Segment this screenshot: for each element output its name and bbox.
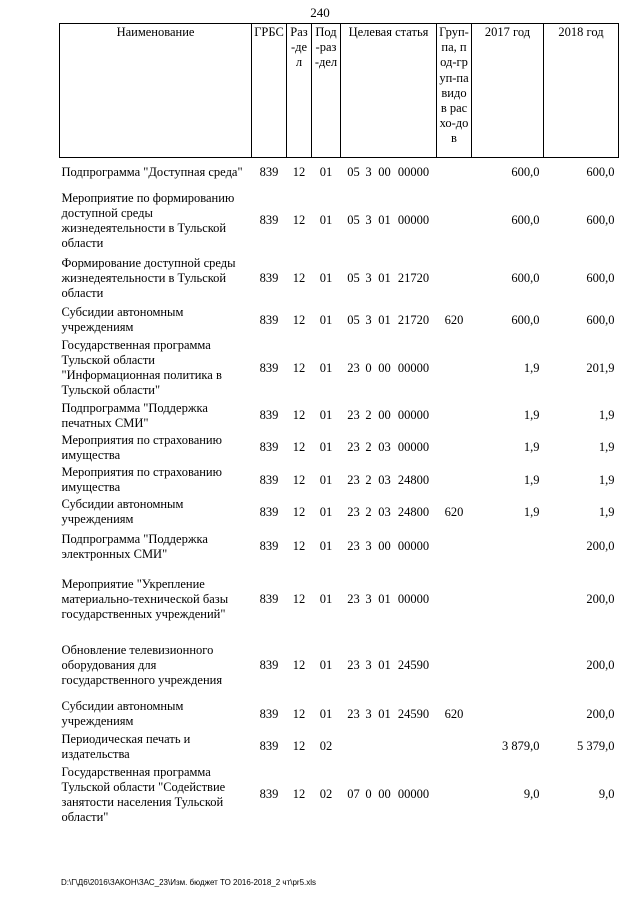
row-name: Субсидии автономным учреждениям <box>61 699 184 728</box>
row-target-part: 2 <box>365 504 372 519</box>
header-2017: 2017 год <box>472 24 544 158</box>
row-name: Подпрограмма "Доступная среда" <box>61 165 243 180</box>
row-grbs: 839 <box>259 472 279 487</box>
row-group: 620 <box>444 312 464 327</box>
row-razdel: 12 <box>292 658 306 672</box>
row-target-part: 0 <box>365 787 372 801</box>
row-2018: 1,9 <box>598 504 615 519</box>
table-row <box>60 432 619 464</box>
row-grbs: 839 <box>259 592 279 606</box>
row-grbs: 839 <box>259 504 279 519</box>
row-2018: 600,0 <box>586 312 615 327</box>
row-grbs: 839 <box>259 739 279 753</box>
row-target <box>341 763 437 827</box>
row-podrazdel: 01 <box>319 504 333 519</box>
header-name: Наименование <box>60 24 252 158</box>
row-target-part: 00000 <box>397 165 430 180</box>
row-2018: 200,0 <box>586 658 615 672</box>
row-target-part: 23 <box>347 360 360 375</box>
row-razdel: 12 <box>292 312 306 327</box>
row-podrazdel: 01 <box>319 539 333 553</box>
row-razdel: 12 <box>292 213 306 227</box>
row-2018: 1,9 <box>598 408 615 422</box>
row-podrazdel: 01 <box>319 360 333 375</box>
row-group <box>437 528 472 566</box>
table-body <box>60 158 619 827</box>
row-podrazdel: 01 <box>319 312 333 327</box>
row-target-part: 24800 <box>397 472 430 487</box>
row-grbs: 839 <box>259 213 279 227</box>
row-2017: 1,9 <box>523 440 540 454</box>
row-2018: 201,9 <box>586 360 615 375</box>
row-podrazdel: 01 <box>319 408 333 422</box>
row-target <box>341 464 437 497</box>
row-target-part: 01 <box>378 592 391 606</box>
row-target-part: 00000 <box>397 360 430 375</box>
row-target <box>341 254 437 304</box>
row-razdel: 12 <box>292 472 306 487</box>
row-2018: 9,0 <box>598 787 615 801</box>
row-razdel: 12 <box>292 360 306 375</box>
row-name: Мероприятия по страхованию имущества <box>61 465 222 494</box>
row-target-part: 00000 <box>397 440 430 454</box>
header-2018: 2018 год <box>544 24 619 158</box>
table-row <box>60 337 619 400</box>
row-target <box>341 566 437 634</box>
row-target-part: 00 <box>378 408 391 422</box>
row-target <box>341 432 437 464</box>
row-target-part: 23 <box>347 472 360 487</box>
row-2017 <box>472 528 544 566</box>
row-target-part: 3 <box>365 271 372 285</box>
row-target-part: 01 <box>378 213 391 227</box>
row-group <box>437 634 472 698</box>
row-target-part: 3 <box>365 592 372 606</box>
row-grbs: 839 <box>259 539 279 553</box>
row-target <box>341 304 437 337</box>
row-group <box>437 763 472 827</box>
row-target-part: 23 <box>347 504 360 519</box>
row-2018: 200,0 <box>586 706 615 721</box>
table-row <box>60 188 619 254</box>
row-razdel: 12 <box>292 706 306 721</box>
row-grbs: 839 <box>259 312 279 327</box>
table-row <box>60 464 619 497</box>
row-name: Субсидии автономным учреждениям <box>61 305 184 334</box>
row-target-part: 01 <box>378 706 391 721</box>
row-group <box>437 464 472 497</box>
row-group <box>437 254 472 304</box>
row-grbs: 839 <box>259 271 279 285</box>
row-grbs: 839 <box>259 440 279 454</box>
row-target <box>341 497 437 528</box>
row-target <box>341 188 437 254</box>
row-name: Подпрограмма "Поддержка печатных СМИ" <box>61 400 208 430</box>
row-razdel: 12 <box>292 440 306 454</box>
row-target-part: 3 <box>365 706 372 721</box>
row-grbs: 839 <box>259 408 279 422</box>
row-target-part: 00 <box>378 360 391 375</box>
row-podrazdel: 01 <box>319 592 333 606</box>
header-target: Целевая статья <box>341 24 437 158</box>
row-target-part: 3 <box>365 658 372 672</box>
row-target <box>341 528 437 566</box>
row-razdel: 12 <box>292 787 306 801</box>
row-2017: 600,0 <box>511 271 540 285</box>
row-target <box>341 731 437 763</box>
row-podrazdel: 01 <box>319 658 333 672</box>
row-target-part: 24800 <box>397 504 430 519</box>
table-row <box>60 158 619 188</box>
row-podrazdel: 02 <box>319 787 333 801</box>
row-razdel: 12 <box>292 539 306 553</box>
row-target-part: 23 <box>347 440 360 454</box>
row-target-part: 3 <box>365 213 372 227</box>
file-path-footer: D:\Г\Д6\2016\ЗАКОН\ЗАС_23\Изм. бюджет ТО 2016-2018_2 чт\pr5.xls <box>61 878 317 887</box>
row-target-part: 01 <box>378 271 391 285</box>
row-target-part: 05 <box>347 271 360 285</box>
row-2017: 600,0 <box>511 312 540 327</box>
row-podrazdel: 01 <box>319 472 333 487</box>
row-name: Формирование доступной среды жизнедеятельности в Тульской области <box>61 256 236 300</box>
row-2017: 600,0 <box>511 165 540 180</box>
row-2017: 600,0 <box>511 213 540 227</box>
header-grbs: ГРБС <box>252 24 287 158</box>
row-podrazdel: 01 <box>319 706 333 721</box>
row-podrazdel: 01 <box>319 213 333 227</box>
row-target-part: 3 <box>365 165 372 180</box>
table-row <box>60 254 619 304</box>
row-razdel: 12 <box>292 165 306 180</box>
row-group <box>437 400 472 432</box>
row-target-part: 00000 <box>397 539 430 553</box>
row-group <box>437 566 472 634</box>
table-row <box>60 304 619 337</box>
table-row <box>60 566 619 634</box>
row-group <box>437 432 472 464</box>
table-row <box>60 528 619 566</box>
table-row <box>60 400 619 432</box>
row-target-part: 07 <box>347 787 360 801</box>
row-target-part: 00 <box>378 165 391 180</box>
row-razdel: 12 <box>292 592 306 606</box>
row-2018: 600,0 <box>586 213 615 227</box>
page-number: 240 <box>310 5 330 20</box>
row-group <box>437 188 472 254</box>
row-target-part: 00 <box>378 539 391 553</box>
row-target <box>341 634 437 698</box>
row-target-part: 24590 <box>397 706 430 721</box>
row-group <box>437 337 472 400</box>
row-2017: 1,9 <box>523 472 540 487</box>
row-target-part: 21720 <box>397 312 430 327</box>
row-target-part: 21720 <box>397 271 430 285</box>
row-target-part: 03 <box>378 504 391 519</box>
row-group <box>437 731 472 763</box>
row-target-part: 23 <box>347 706 360 721</box>
row-target-part: 00000 <box>397 787 430 801</box>
row-name: Мероприятия по страхованию имущества <box>61 432 222 462</box>
row-target-part: 03 <box>378 472 391 487</box>
row-target-part: 00000 <box>397 592 430 606</box>
row-2018: 1,9 <box>598 472 615 487</box>
row-target-part: 3 <box>365 539 372 553</box>
row-grbs: 839 <box>259 706 279 721</box>
row-podrazdel: 01 <box>319 271 333 285</box>
row-2018: 600,0 <box>586 271 615 285</box>
row-group: 620 <box>444 706 464 721</box>
row-target-part: 23 <box>347 592 360 606</box>
row-grbs: 839 <box>259 165 279 180</box>
row-2018: 5 379,0 <box>577 739 615 753</box>
table-row <box>60 497 619 528</box>
row-podrazdel: 02 <box>319 739 333 753</box>
row-target <box>341 698 437 731</box>
row-target-part: 23 <box>347 408 360 422</box>
row-name: Государственная программа Тульской области "Содействие занятости населения Тульской области" <box>61 764 226 824</box>
row-2017: 1,9 <box>523 360 540 375</box>
row-target-part: 2 <box>365 408 372 422</box>
row-target-part: 2 <box>365 472 372 487</box>
row-razdel: 12 <box>292 271 306 285</box>
row-target-part: 03 <box>378 440 391 454</box>
row-target-part: 2 <box>365 440 372 454</box>
row-target-part: 01 <box>378 658 391 672</box>
row-razdel: 12 <box>292 408 306 422</box>
header-group: Груп-па, под-груп-па видов расхо-дов <box>437 24 472 158</box>
row-razdel: 12 <box>292 504 306 519</box>
table-row <box>60 698 619 731</box>
row-name: Субсидии автономным учреждениям <box>61 497 184 526</box>
row-group: 620 <box>444 504 464 519</box>
row-target-part: 24590 <box>397 658 430 672</box>
row-2018: 1,9 <box>598 440 615 454</box>
row-target-part: 23 <box>347 539 360 553</box>
row-group <box>437 158 472 188</box>
row-target-part: 23 <box>347 658 360 672</box>
row-name: Подпрограмма "Поддержка электронных СМИ" <box>61 531 208 561</box>
row-target-part: 01 <box>378 312 391 327</box>
row-name: Периодическая печать и издательства <box>61 731 191 761</box>
row-name: Обновление телевизионного оборудования для государственного учреждения <box>61 643 223 687</box>
row-target-part: 3 <box>365 312 372 327</box>
row-target <box>341 337 437 400</box>
table-row <box>60 731 619 763</box>
row-razdel: 12 <box>292 739 306 753</box>
row-name: Мероприятие по формированию доступной среды жизнедеятельности в Тульской области <box>61 190 235 250</box>
row-2017 <box>472 566 544 634</box>
row-name: Государственная программа Тульской области "Информационная политика в Тульской области" <box>61 338 222 397</box>
budget-table <box>59 23 619 827</box>
row-target-part: 00000 <box>397 213 430 227</box>
row-target-part: 05 <box>347 165 360 180</box>
row-target <box>341 400 437 432</box>
row-2017: 1,9 <box>523 408 540 422</box>
row-2018: 200,0 <box>586 592 615 606</box>
row-target-part: 05 <box>347 213 360 227</box>
row-target <box>341 158 437 188</box>
row-2017 <box>472 698 544 731</box>
table-row <box>60 634 619 698</box>
row-target-part: 00 <box>378 787 391 801</box>
row-grbs: 839 <box>259 787 279 801</box>
row-2017: 1,9 <box>523 504 540 519</box>
header-razdel: Раз-дел <box>287 24 312 158</box>
row-target-part: 0 <box>365 360 372 375</box>
row-2018: 200,0 <box>586 539 615 553</box>
row-podrazdel: 01 <box>319 440 333 454</box>
row-2017: 9,0 <box>523 787 540 801</box>
header-podrazdel: Под-раз-дел <box>312 24 341 158</box>
row-grbs: 839 <box>259 658 279 672</box>
row-2017: 3 879,0 <box>502 739 540 753</box>
row-target-part: 00000 <box>397 408 430 422</box>
row-grbs: 839 <box>259 360 279 375</box>
row-podrazdel: 01 <box>319 165 333 180</box>
row-2017 <box>472 634 544 698</box>
table-row <box>60 763 619 827</box>
row-target-part: 05 <box>347 312 360 327</box>
table-header <box>60 24 619 158</box>
row-2018: 600,0 <box>586 165 615 180</box>
row-name: Мероприятие "Укрепление материально-технической базы государственных учреждений" <box>61 577 229 621</box>
